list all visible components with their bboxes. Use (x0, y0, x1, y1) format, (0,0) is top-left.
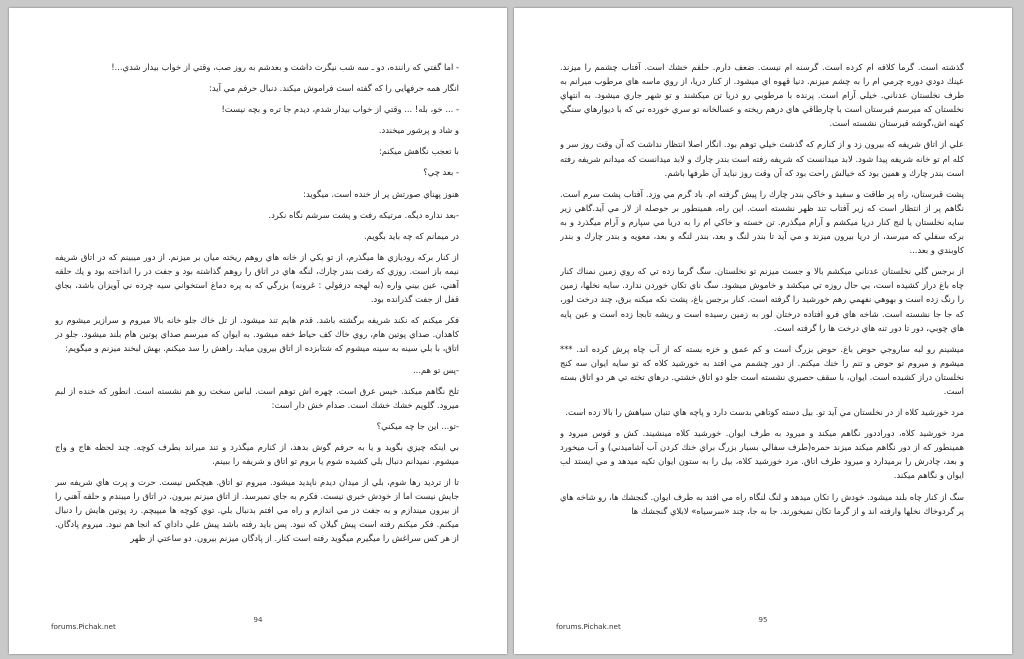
page-footer: forums.Pichak.net (556, 622, 621, 631)
paragraph: گذشته است. گرما كلافه ام كرده است. گرسنه ام نيست. ضعف دارم. حلقم خشك است. آفتاب چشمم را ميزند. عينك دودي دوره چرمي ام را به چشم ميزنم. دنيا قهوه اي ميشود. از كنار دريا، از روي ماسه هاي مرطوب ميرانم به طرف نخلستان عدناني. خيلي آرام است. پرنده با مرطوبي رو دريا تن ميكشند و تو شهر جاري ميشود. به انتهاي نخلستان كه ميرسم قبرستان است با چارطاقي هاي درهم ريخته و عسالخانه تو سري خورده تي كه با ديوارهاي سنگي كهنه اش،گوشه قبرستان نشسته است. (560, 62, 964, 129)
paragraph: انگار همه حرفهايي را كه گفته است فراموش ميكند. دنبال حرفم مي آيد: (209, 83, 459, 94)
paragraph: بي اينكه چيزي بگويد و يا به حرفم گوش بدهد، از كنارم ميگذرد و تند ميراند بطرف كوچه. چند لحظه هاج و واج ميشوم. نميدانم دنبال بلي كشيده شوم يا بروم تو اتاق و شريفه را ببينم. (55, 441, 459, 466)
paragraph: پشت قبرستان، راه پر طاقت و سفيد و خاكي بندر چارك را پيش گرفته ام. باد گرم مي وزد. آفتاب پشت سرم است. نگاهم پر از انتظار است كه زير آفتاب تند ظهر نشسته است. اين راه، همينطور بر حوصله از لار مي آيد.گاهي زير سايه نخلستان يا لنج كنار دريا ميكشم و آرام ميگذرم. تن خسته و خاكي ام را به دريا مي سپارم و آرام ميگذرد و به بركه سفلي كه ميرسد، از دريا بيرون ميزند و مي آيد تا بندر لنگ و بعد، بندر لنگه و بعد، معويه و بندر چارك و بندر كاوبندي و بعد... (560, 188, 964, 256)
paragraph: مرد خورشيد كلاه از در نخلستان مي آيد تو. بيل دسته كوتاهي بدست دارد و پاچه هاي تنبان سياهش را بالا زده است. (565, 407, 964, 418)
paragraph: در ميمانم كه چه بايد بگويم. (364, 230, 459, 241)
paragraph: از برجس گلي نخلستان عدناني ميكشم بالا و جست ميزنم تو نخلستان. سگ گرما زده تي كه روي زمين نمناك كنار چاه باغ دراز كشيده است، بي حال روزه تي ميكشد و خاموش ميشود. سگ ناي تكان خوردن ندارد. سايه نخلها، زمين را رنگ زده است و بهوهي نفهمي رهم خورشيد را گرفته است. كنار برجس باغ، پشت نكه ميكنه برق، چند درخت لور، كه جا جا نشسته است. شاخه هاي فرو افتاده درختان لور به زمين رسيده است و ريشه تابجا زده است و عين پايه هاي چوبي، دور تا دور تنه هاي درخت ها را گرفته است. (560, 266, 964, 333)
page-footer: forums.Pichak.net (51, 622, 116, 631)
paragraph: از كنار بركه روديازي ها ميگذرم، از تو يكي از خانه هاي روهم ريخته ميان بر ميزنم. از دور ميبينم كه در اتاق شريفه نيمه باز است. روزي كه رفت بندر چارك، لنگه هاي در اتاق را روهم گذاشته بود و جفت در را انداخته بود و يك حلقه آهني، عين بيني واره (به لهجه دزفولي : غرونه) بزرگي كه به پره دماغ استخواني سيه چرده ني آويزان باشد، بجاي قفل از جفت گذرانده بود. (55, 251, 459, 305)
page-left (9, 8, 507, 654)
paragraph: - اما گفتي كه راننده، دو ـ سه شب نيگرت داشت و بعدشم به روز صب، وقتي از خواب بيدار شدي...! (111, 62, 459, 72)
paragraph: - ... خو، بله! ... وقتي از خواب بيدار شدم، ديدم جا تره و بچه نيست! (221, 104, 459, 115)
paragraph: ميشينم رو لبه ساروجي حوض باغ. حوض بزرگ است و كم عمق و خزه بسته كه از آب چاه پرش كرده اند. *** ميشوم و ميروم تو حوض و تنم را خنك ميكنم. از دور چشمم مي افتد به خورشيد كلاه كه تو سايه ايوان سه كنج نخلستان دراز كشيده است. ايوان، با سقف حصيري نشسته است جلو دو اتاق خشتي. درهاي تخته تي هر دو اتاق بسته است. (560, 343, 964, 396)
page-number: 94 (253, 616, 263, 624)
page-body (560, 60, 964, 606)
paragraph: تا از ترديد رها شوم، بلي از ميدان ديدم ناپديد ميشود. ميروم تو اتاق. هيچكس نيست. حرت و پرت هاي شريفه سر جايش نيست اما از خودش خبري نيست. فكرم به جاي نميرسد. از اتاق ميزنم بيرون. در اتاق را ميبندم و حلقه آهني را از بيرون ميندازم و به جفت در مي اندازم و راه مي افتم بدنبال بلي. توي كوچه ها ميپيچم. رد پوتين هايش را دنبال ميكنم. فكر ميكنم رفته است پيش گيلان كه نبود. پس بايد رفته باشد پيش علي داداي كه انجا هم نبود. ميروم پادگان. از هر كس سراغش را ميگيرم ميگويد رفته است كنار. از پادگان ميزنم بيرون. دو ساعتي از ظهر (55, 477, 459, 544)
page-number: 95 (758, 616, 768, 624)
page-right (514, 8, 1012, 654)
paragraph: فكر ميكنم كه نكند شريفه برگشته باشد. قدم هايم تند ميشود. از تل خاك جلو خانه بالا ميروم و سرازير ميشوم رو كاهدان. صداي پوتين هام، روي خاك كف حياط خفه ميشود. به ايوان كه ميرسم صداي پوتين هام بلند ميشود. جلو در اتاق، با بلي سينه به سينه ميشوم كه شتابزده از اتاق بيرون ميايد. راهش را سد ميكنم. بهش لبخند ميزنم و ميگويم: (55, 315, 459, 354)
paragraph: علي از اتاق شريفه كه بيرون زد و از كنارم كه گذشت خيلي توهم بود. انگار اصلا انتظار نداشت كه آن وقت روز سر و كله ام تو خانه شريفه پيدا شود. لابد ميدانست كه شريفه رفته است بندر چارك و لابد ميدانست كه ميدانم شريفه رفته است بندر چارك و همين بود كه خيالش راحت بود كه آن وقت روز نبايد آن طرفها باشم. (560, 139, 964, 178)
paragraph: -پس تو هم... (413, 364, 459, 375)
page-body (55, 60, 459, 606)
paragraph: با تعجب نگاهش ميكنم: (378, 146, 459, 157)
paragraph: هنوز پهناي صورتش پر از خنده است. ميگويد: (303, 188, 459, 199)
paragraph: تلخ نگاهم ميكند. خيس عرق است. چهره اش توهم است. لباس سخت رو هم نشسته است. انطور كه خنده از لبم ميرود. گلويم خشك خشك است. صدام خش دار است: (55, 385, 459, 410)
paragraph: مرد خورشيد كلاه، دوراددور نگاهم ميكند و ميرود به طرف ايوان. خورشيد كلاه مينشيند. كش و قوس ميرود و همينطور كه از دور نگاهم ميكند ميزند حمره(طرف سفالي بسيار بزرگ براي خنك كردن آب آشاميدني) و آب ميخورد و بعد، چادرش را برميدارد و ميرود طرف اتاق. مرد خورشيد كلاه، بيل را به ستون ايوان تكيه ميدهد و مي ايستد لب ايوان و نگاهم ميكند. (560, 428, 964, 481)
paragraph: سگ از كنار چاه بلند ميشود. خودش را تكان ميدهد و لنگ لنگاه راه مي افتد به طرف ايوان. گنجشك ها، رو شاخه هاي پر گردوخاك نخلها وارفته اند و از گرما تكان نميخورند. جا به جا، چند «سرسياه» لابلاي گنجشك ها (560, 491, 964, 516)
paragraph: -بعد نداره ديگه. مرتيكه رفت و پشت سرشم نگاه نكرد. (268, 209, 459, 220)
paragraph: - بعد چي؟ (423, 167, 459, 178)
paragraph: و شاد و پرشور ميخندد. (378, 125, 459, 136)
paragraph: -تو... اين جا چه ميكني؟ (376, 420, 459, 431)
